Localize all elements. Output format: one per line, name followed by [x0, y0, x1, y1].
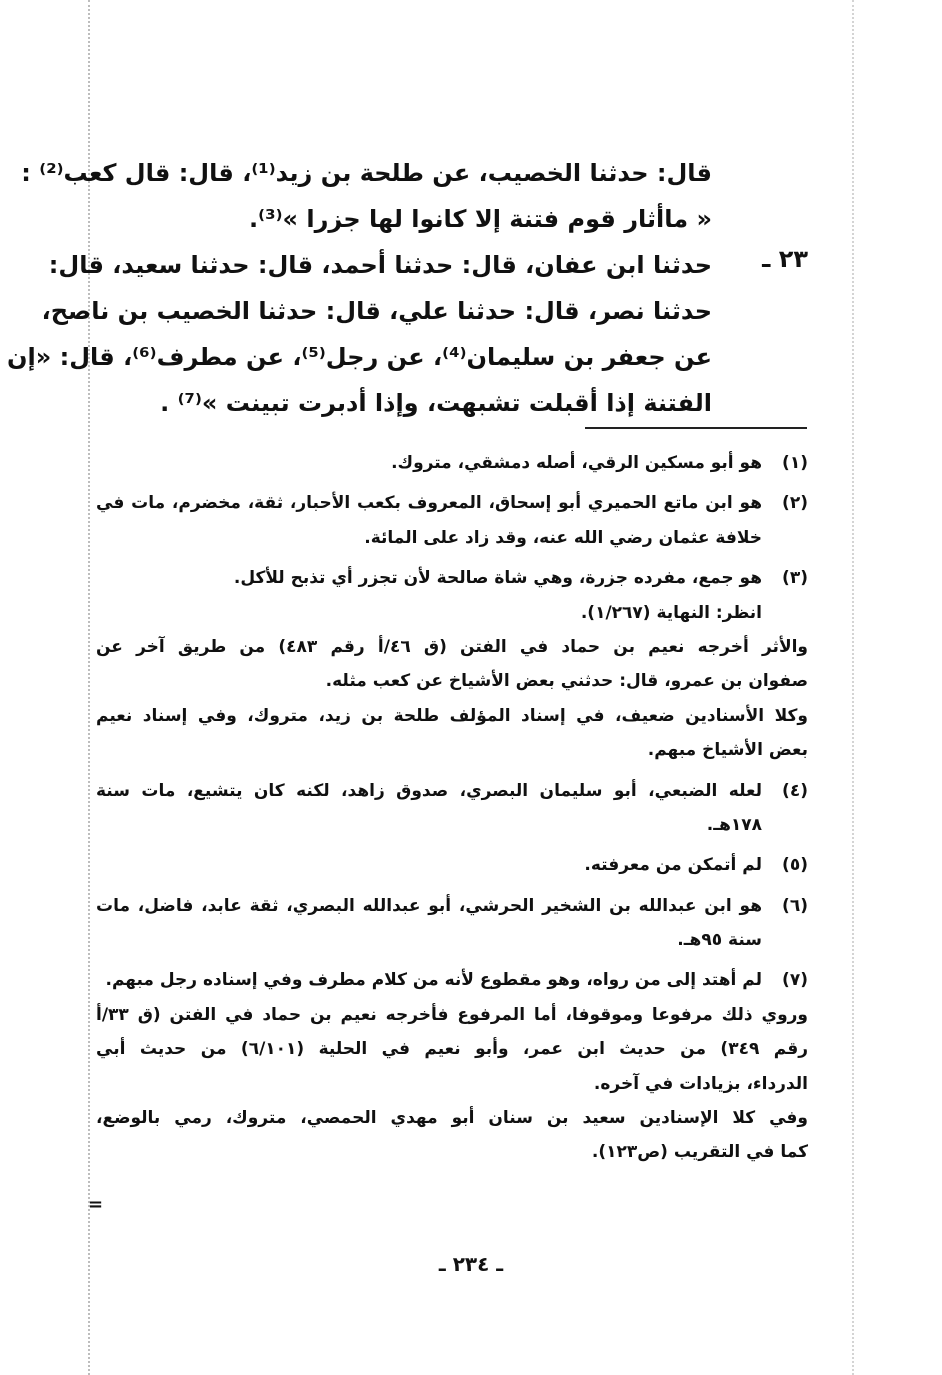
scan-edge-left	[88, 0, 90, 1375]
footnote-line: وفي كلا الإسنادين سعيد بن سنان أبو مهدي الحمصي، متروك، رمي بالوضع،	[96, 1108, 808, 1129]
footnote-line: لم أهتد إلى من رواه، وهو مقطوع لأنه من كلام مطرف وفي إسناده رجل مبهم.	[105, 970, 762, 991]
footnote-line: هو جمع، مفرده جزرة، وهي شاة صالحة لأن تجزر أي تذبح للأكل.	[233, 568, 762, 589]
main-line: حدثنا نصر، قال: حدثنا علي، قال: حدثنا الخصيب بن ناصح،	[41, 297, 712, 325]
footnote-1	[96, 446, 808, 480]
main-line: عن جعفر بن سليمان⁽⁴⁾، عن رجل⁽⁵⁾، عن مطرف⁽⁶⁾، قال: «إن	[7, 343, 712, 371]
footnote-line: انظر: النهاية (١/٢٦٧).	[580, 602, 762, 623]
main-text	[7, 150, 712, 426]
page-number: ـ ٢٣٤ ـ	[438, 1252, 504, 1276]
footnote-7	[96, 963, 808, 1169]
footnote-line: هو ابن عبدالله بن الشخير الحرشي، أبو عبدالله البصري، ثقة عابد، فاضل، مات	[96, 895, 762, 916]
footnote-number: (٣)	[782, 568, 808, 589]
footnote-line: لعله الضبعي، أبو سليمان البصري، صدوق زاهد، لكنه كان يتشيع، مات سنة	[96, 780, 762, 801]
footnote-number: (٢)	[782, 493, 808, 514]
scan-edge-right	[852, 0, 854, 1375]
footnote-line: ١٧٨هـ.	[706, 814, 762, 835]
main-line: قال: حدثنا الخصيب، عن طلحة بن زيد⁽¹⁾، قال: قال كعب⁽²⁾ :	[21, 159, 712, 187]
footnote-number: (٤)	[782, 780, 808, 801]
footnote-line: هو أبو مسكين الرقي، أصله دمشقي، متروك.	[391, 453, 762, 473]
hadith-number: ٢٣ ـ	[762, 245, 808, 273]
footnote-3	[96, 561, 808, 767]
footnote-line: وروي ذلك مرفوعا وموقوفا، أما المرفوع فأخرجه نعيم بن حماد في الفتن (ق ٣٣/أ	[96, 1004, 808, 1025]
footnote-6	[96, 889, 808, 958]
footnote-line: لم أتمكن من معرفته.	[584, 855, 762, 876]
footnote-number: (٦)	[782, 895, 808, 916]
footnote-number: (١)	[782, 453, 808, 473]
footnote-4	[96, 774, 808, 843]
footnote-line: صفوان بن عمرو، قال: حدثني بعض الأشياخ عن كعب مثله.	[325, 671, 808, 692]
footnote-line: خلافة عثمان رضي الله عنه، وقد زاد على المائة.	[364, 527, 762, 548]
footnote-line: والأثر أخرجه نعيم بن حماد في الفتن (ق ٤٦/أ رقم ٤٨٣) من طريق آخر عن	[96, 636, 808, 657]
footnote-5	[96, 848, 808, 882]
continuation-mark: =	[88, 1194, 104, 1215]
footnote-line: سنة ٩٥هـ.	[677, 930, 762, 951]
footnote-line: هو ابن ماتع الحميري أبو إسحاق، المعروف بكعب الأحبار، ثقة، مخضرم، مات في	[96, 493, 762, 514]
footnote-2	[96, 486, 808, 555]
main-line: « ماأثار قوم فتنة إلا كانوا لها جزرا »⁽³⁾.	[249, 205, 712, 233]
footnote-line: وكلا الأسنادين ضعيف، في إسناد المؤلف طلحة بن زيد، متروك، وفي إسناد نعيم	[96, 705, 808, 726]
main-line: حدثنا ابن عفان، قال: حدثنا أحمد، قال: حدثنا سعيد، قال:	[48, 251, 712, 279]
footnote-line: رقم ٣٤٩) من حديث ابن عمر، وأبو نعيم في الحلية (٦/١٠١) من حديث أبي	[96, 1039, 808, 1060]
footnote-number: (٧)	[782, 970, 808, 991]
footnote-number: (٥)	[782, 855, 808, 876]
footnote-line: الدرداء، بزيادات في آخره.	[593, 1073, 808, 1094]
main-line: الفتنة إذا أقبلت تشبهت، وإذا أدبرت تبينت »⁽⁷⁾ .	[160, 389, 712, 417]
footnote-line: كما في التقريب (ص١٢٣).	[591, 1142, 808, 1163]
footnote-line: بعض الأشياخ مبهم.	[647, 740, 808, 761]
footnotes	[96, 446, 808, 1176]
footnote-separator	[585, 427, 807, 429]
